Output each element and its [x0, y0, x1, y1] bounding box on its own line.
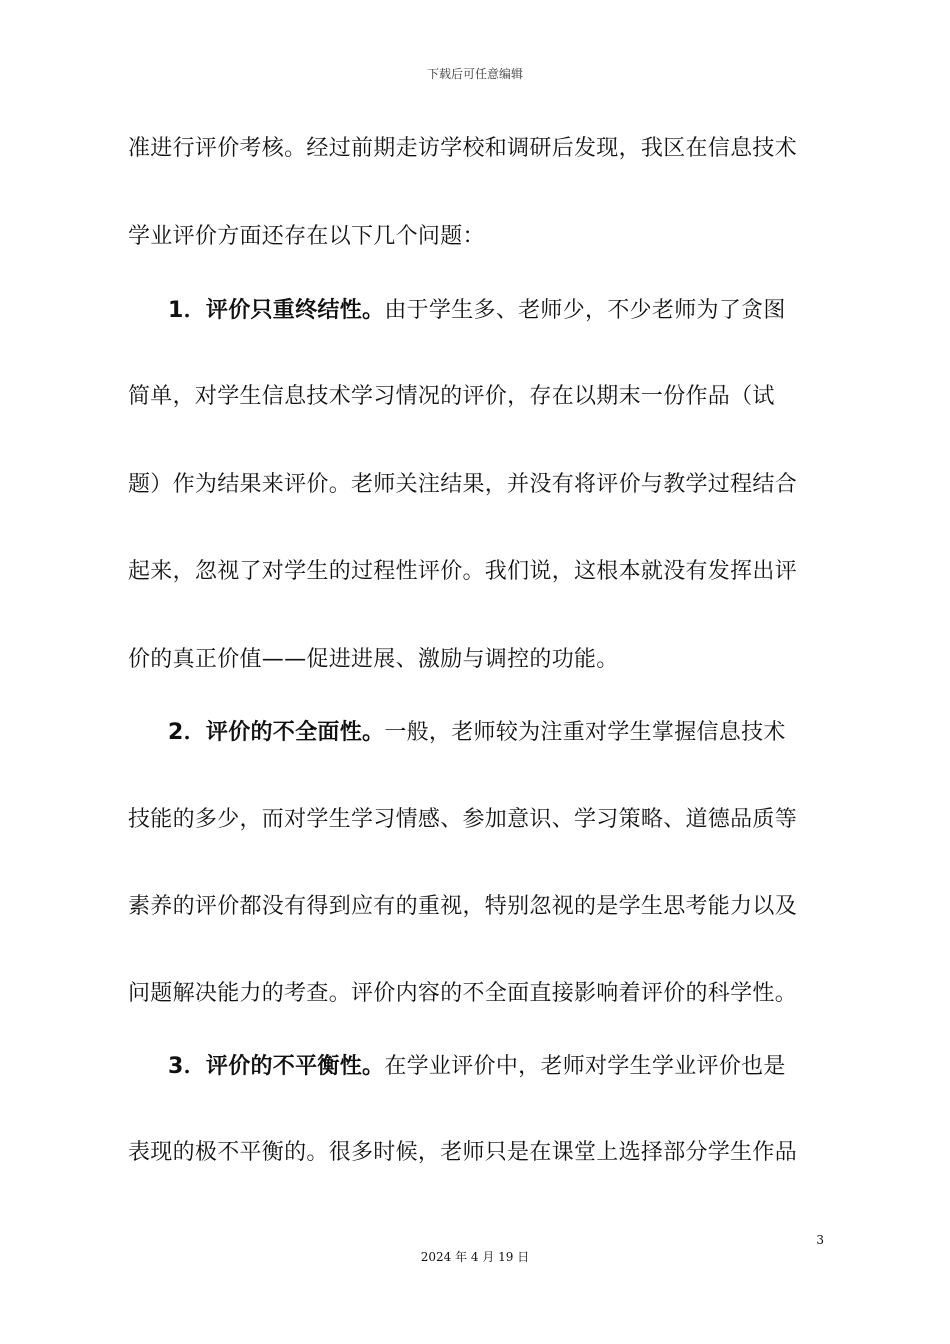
- text-line: 准进行评价考核。经过前期走访学校和调研后发现，我区在信息技术: [128, 136, 798, 161]
- item-3-text: 在学业评价中，老师对学生学业评价也是: [384, 1054, 786, 1079]
- text-line: 素养的评价都没有得到应有的重视，特别忽视的是学生思考能力以及: [128, 894, 798, 919]
- text-line: 技能的多少，而对学生学习情感、参加意识、学习策略、道德品质等: [128, 807, 798, 832]
- page-header: 下载后可任意编辑: [426, 67, 523, 81]
- item-2-text: 一般，老师较为注重对学生掌握信息技术: [384, 720, 786, 745]
- text-line: 价的真正价值——促进进展、激励与调控的功能。: [128, 647, 619, 672]
- text-line: 问题解决能力的考查。评价内容的不全面直接影响着评价的科学性。: [128, 981, 798, 1006]
- footer-date: 2024 年 4 月 19 日: [420, 1250, 530, 1264]
- paragraph-3-first-line: [168, 1052, 868, 1082]
- item-3-heading: 3．评价的不平衡性。: [168, 1054, 385, 1079]
- item-2-heading: 2．评价的不全面性。: [168, 720, 385, 745]
- paragraph-1-first-line: [168, 296, 868, 326]
- item-1-heading: 1．评价只重终结性。: [168, 298, 385, 323]
- item-1-text: 由于学生多、老师少，不少老师为了贪图: [384, 298, 786, 323]
- text-line: 表现的极不平衡的。很多时候，老师只是在课堂上选择部分学生作品: [128, 1140, 798, 1165]
- page-number: 3: [816, 1233, 824, 1247]
- text-line: 简单，对学生信息技术学习情况的评价，存在以期末一份作品（试: [128, 384, 775, 409]
- paragraph-2-first-line: [168, 718, 868, 748]
- text-line: 学业评价方面还存在以下几个问题：: [128, 224, 485, 249]
- text-line: 起来，忽视了对学生的过程性评价。我们说，这根本就没有发挥出评: [128, 559, 798, 584]
- text-line: 题）作为结果来评价。老师关注结果，并没有将评价与教学过程结合: [128, 472, 798, 497]
